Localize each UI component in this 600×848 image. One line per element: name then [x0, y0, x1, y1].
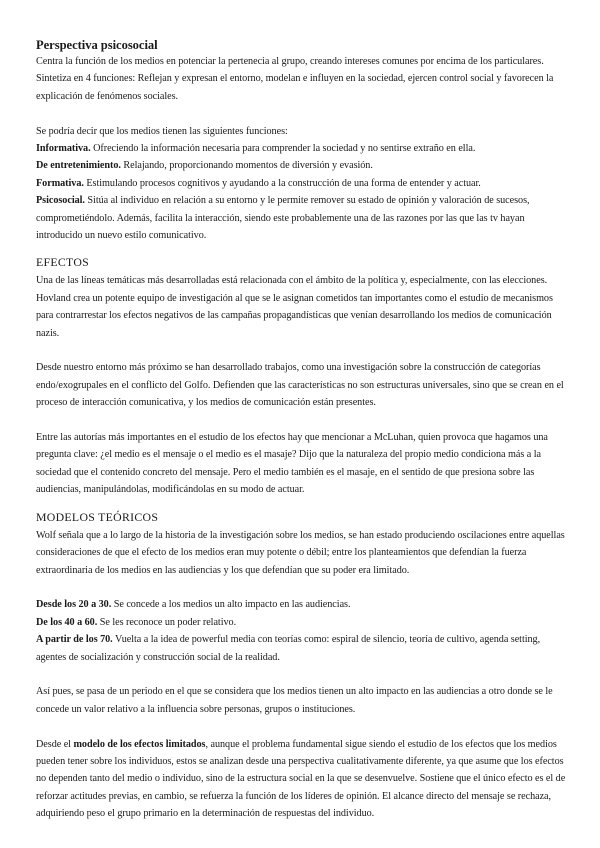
paragraph-modelos-intro: Wolf señala que a lo largo de la historia de la investigación sobre los medios, se han estado produciendo oscilaciones entre aquellas consideraciones de que el efecto de los medios eran muy potente o débil; entre los planteamientos que defendían la fuerza extraordinaria de los medios en las audiencias y los que defendían que su poder era limitado. [36, 529, 565, 576]
function-term: Formativa. [36, 177, 84, 189]
period-text: Vuelta a la idea de powerful media con teorías como: espiral de silencio, teoría de cultivo, agenda setting, agentes de socialización y construcción social de la realidad. [36, 634, 541, 663]
function-term: De entretenimiento. [36, 160, 121, 172]
function-text: Sitúa al individuo en relación a su entorno y le permite remover su estado de opinión y valoración de sucesos, comprometiéndolo. Además, facilita la interacción, siendo este probablemente una de las razones por las que las tv hayan introducido un nuevo estilo comunicativo. [36, 195, 530, 242]
function-text: Relajando, proporcionando momentos de diversión y evasión. [120, 160, 373, 172]
period-term: Desde los 20 a 30. [36, 599, 112, 611]
function-text: Ofreciendo la información necesaria para comprender la sociedad y no sentirse extraño en ella. [90, 143, 476, 155]
limited-effects-term: modelo de los efectos limitados [73, 738, 206, 750]
function-item [36, 192, 566, 244]
period-item [36, 596, 566, 613]
period-item [36, 614, 566, 631]
paragraph-limited-effects: Desde el modelo de los efectos limitados, aunque el problema fundamental sigue siendo el estudio de los efectos que los medios pueden tener sobre los individuos, estos se analizan desde una perspectiva cualitativamente diferente, ya que asume que los efectos no dependen tanto del medio o individuo, sino de la estructura social en la que se desenvuelve. Sostiene que el único efecto es el de reforzar actitudes previas, en cambio, se refuerza la función de los líderes de opinión. El alcance directo del mensaje se rechaza, adquiriendo peso el grupo primario en la determinación de respuestas del individuo. [36, 738, 566, 820]
period-item [36, 631, 566, 666]
paragraph-shift: Así pues, se pasa de un periodo en el que se considera que los medios tienen un alto impacto en las audiencias a otro donde se le concede un valor relativo a la influencia sobre personas, grupos o instituciones. [36, 686, 553, 715]
section-title-efectos: EFECTOS [36, 255, 90, 270]
period-term: De los 40 a 60. [36, 616, 98, 628]
function-item [36, 157, 566, 174]
function-item [36, 175, 566, 192]
paragraph-efectos-2: Desde nuestro entorno más próximo se han desarrollado trabajos, como una investigación sobre la construcción de categorías endo/exogrupales en el conflicto del Golfo. Defienden que las características no son estructuras universales, sino que se crean en el proceso de interacción comunicativa, y los medios de comunicación están presentes. [36, 362, 564, 409]
function-term: Informativa. [36, 143, 91, 155]
period-text: Se concede a los medios un alto impacto en las audiencias. [111, 599, 351, 611]
document-page [36, 36, 566, 823]
paragraph-intro: Centra la función de los medios en potenciar la pertenecia al grupo, creando intereses comunes por encima de los particulares. Sintetiza en 4 funciones: Reflejan y expresan el entorno, modelan e influyen en la sociedad, ejercen control social y favorecen la explicación de fenómenos sociales. [36, 56, 554, 102]
paragraph-efectos-3: Entre las autorías más importantes en el estudio de los efectos hay que mencionar a McLuhan, quien provoca que hagamos una pregunta clave: ¿el medio es el mensaje o el medio es el masaje? Dijo que la naturaleza del propio medio condiciona más a la sociedad que el contenido concreto del mensaje. Pero el medio también es el masaje, en el sentido de que presiona sobre las audiencias, manipulándolas, modificándolas en su modo de actuar. [36, 432, 548, 496]
section-title-modelos: MODELOS TEÓRICOS [36, 509, 159, 524]
function-term: Psicosocial. [36, 195, 85, 207]
period-text: Se les reconoce un poder relativo. [97, 616, 237, 628]
section-title-perspectiva: Perspectiva psicosocial [36, 38, 158, 52]
paragraph-efectos-1: Una de las líneas temáticas más desarrolladas está relacionada con el ámbito de la política y, especialmente, con las elecciones. Hovland crea un potente equipo de investigación al que se le asignan cometidos tan importantes como el estudio de mecanismos para contrarrestar los efectos negativos de las campañas propagandísticas que venían desarrollando los medios de comunicación nazis. [36, 275, 553, 339]
function-item [36, 140, 566, 157]
function-text: Estimulando procesos cognitivos y ayudando a la construcción de una forma de entender y actuar. [83, 177, 481, 189]
period-term: A partir de los 70. [36, 634, 113, 646]
functions-lead: Se podría decir que los medios tienen las siguientes funciones: [36, 125, 288, 137]
